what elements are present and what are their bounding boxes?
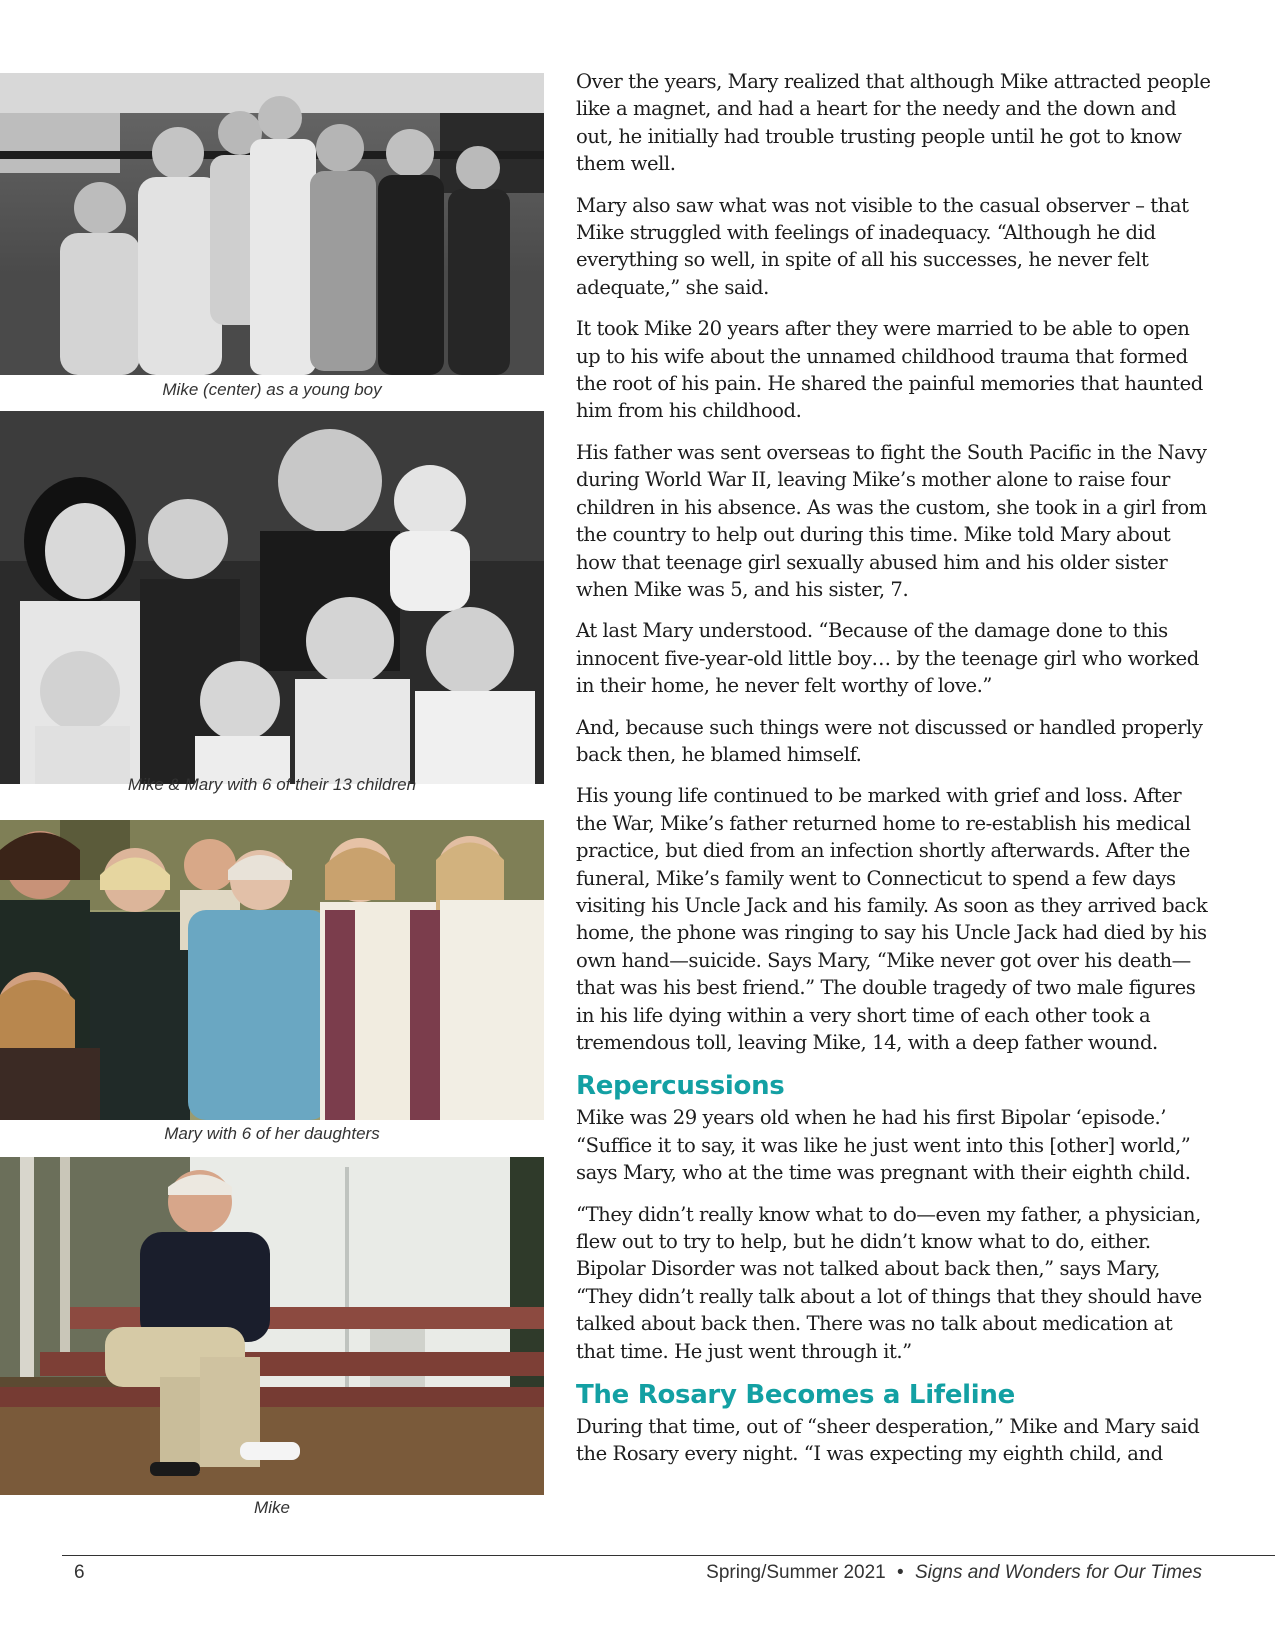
article-paragraph: Mike was 29 years old when he had his first Bipolar ‘episode.’ “Suffice it to say, it was like he just went into this [other] world,” says Mary, who at the time was pregnant with their eighth child. — [576, 1106, 1191, 1185]
article-paragraph: And, because such things were not discussed or handled properly back then, he blamed himself. — [576, 715, 1203, 766]
article-body — [576, 68, 1211, 1482]
section-heading-rosary: The Rosary Becomes a Lifeline — [576, 1380, 1015, 1411]
family-portrait-photo — [0, 411, 544, 784]
daughters-group-photo — [0, 820, 544, 1120]
children-group-photo — [0, 73, 544, 375]
photo-caption: Mike (center) as a young boy — [162, 380, 382, 399]
photo-caption: Mary with 6 of her daughters — [164, 1124, 380, 1143]
footer-issue: Spring/Summer 2021 — [706, 1562, 886, 1583]
article-paragraph: “They didn’t really know what to do—even my father, a physician, flew out to try to help, but he didn’t know what to do, either. Bipolar Disorder was not talked about back then,” says Mary, “They didn’t really talk about a lot of things that they should have talked about back then. There was no talk about medication at that time. He just went through it.” — [576, 1202, 1202, 1363]
section-heading-repercussions: Repercussions — [576, 1071, 785, 1102]
page-number: 6 — [74, 1562, 85, 1583]
article-paragraph: During that time, out of “sheer desperation,” Mike and Mary said the Rosary every night. “I was expecting my eighth child, and — [576, 1415, 1200, 1466]
footer-divider — [62, 1555, 1275, 1556]
article-paragraph: It took Mike 20 years after they were married to be able to open up to his wife about the unnamed childhood trauma that formed the root of his pain. He shared the painful memories that haunted him from his childhood. — [576, 317, 1203, 423]
article-paragraph: His father was sent overseas to fight the South Pacific in the Navy during World War II, leaving Mike’s mother alone to raise four children in his absence. As was the custom, she took in a girl from the country to help out during this time. Mike told Mary about how that teenage girl sexually abused him and his older sister when Mike was 5, and his sister, 7. — [576, 440, 1207, 601]
article-paragraph: Over the years, Mary realized that although Mike attracted people like a magnet, and had a heart for the needy and the down and out, he initially had trouble trusting people until he got to know them well. — [576, 70, 1211, 176]
footer-publication — [706, 1562, 1202, 1584]
photo-caption: Mike & Mary with 6 of their 13 children — [127, 775, 417, 794]
footer-publication-title: Signs and Wonders for Our Times — [914, 1562, 1202, 1583]
article-paragraph: At last Mary understood. “Because of the damage done to this innocent five-year-old little boy… by the teenage girl who worked in their home, he never felt worthy of love.” — [576, 619, 1199, 698]
article-paragraph: His young life continued to be marked with grief and loss. After the War, Mike’s father returned home to re-establish his medical practice, but died from an infection shortly afterwards. After the funeral, Mike’s family went to Connecticut to spend a few days visiting his Uncle Jack and his family. As soon as they arrived back home, the phone was ringing to say his Uncle Jack had died by his own hand—suicide. Says Mary, “Mike never got over his death—that was his best friend.” The double tragedy of two male figures in his life dying within a very short time of each other took a tremendous toll, leaving Mike, 14, with a deep father wound. — [576, 784, 1208, 1054]
article-paragraph: Mary also saw what was not visible to the casual observer – that Mike struggled with feelings of inadequacy. “Although he did everything so well, in spite of all his successes, he never felt adequate,” she said. — [576, 193, 1189, 299]
mike-bench-photo — [0, 1157, 544, 1495]
photo-caption: Mike — [254, 1498, 290, 1517]
footer-separator: • — [897, 1562, 904, 1583]
